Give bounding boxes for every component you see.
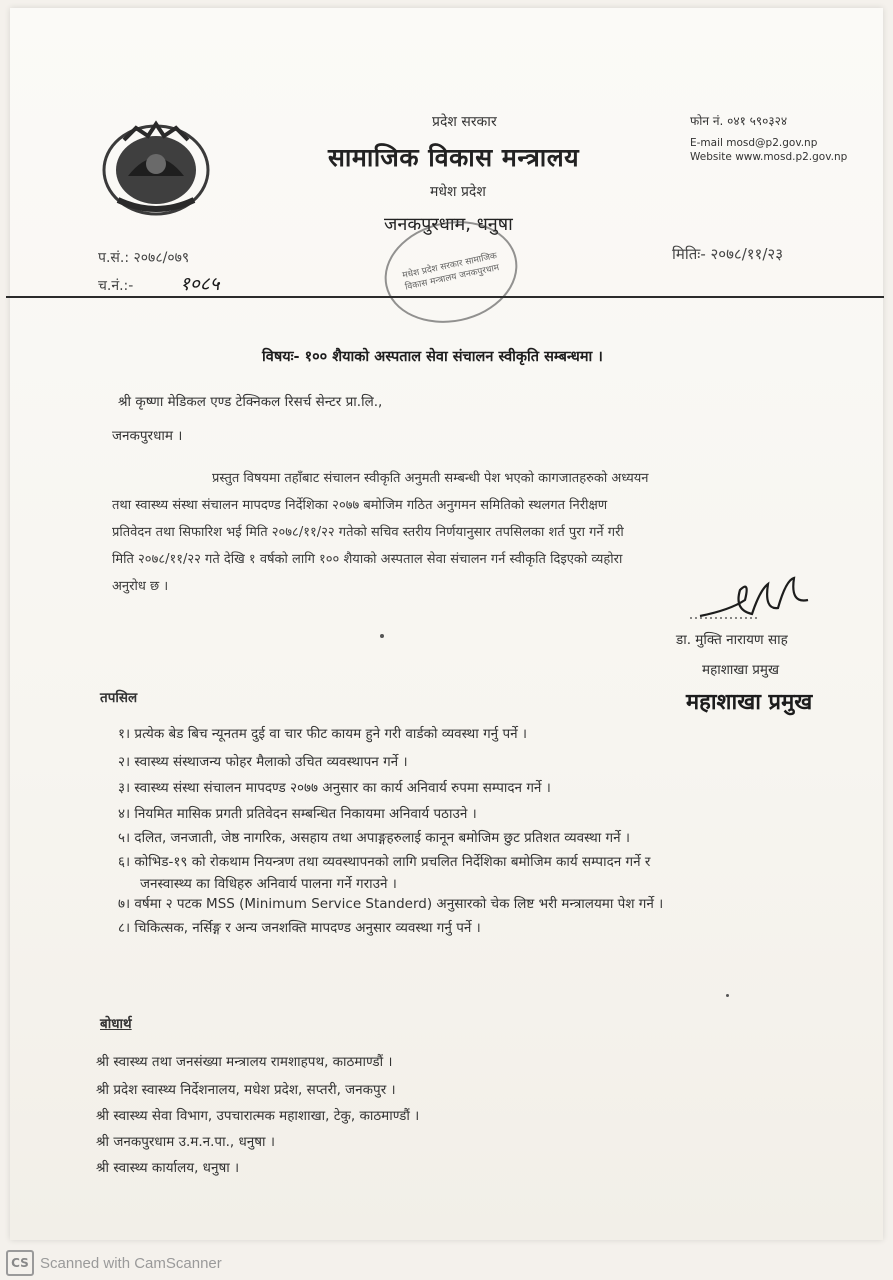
ministry-title: सामाजिक विकास मन्त्रालय [328, 143, 580, 172]
condition-item: ६। कोभिड-१९ को रोकथाम नियन्त्रण तथा व्यवस्थापनको लागि प्रचलित निर्देशिका बमोजिम कार्य सम्पादन गर्ने र [118, 854, 651, 870]
signatory-title: महाशाखा प्रमुख [702, 662, 780, 678]
government-label: प्रदेश सरकार [432, 114, 497, 130]
condition-item: २। स्वास्थ्य संस्थाजन्य फोहर मैलाको उचित व्यवस्थापन गर्ने । [118, 754, 408, 770]
camscanner-logo-icon: CS [6, 1250, 34, 1276]
header-divider [6, 296, 884, 298]
patra-sankhya: प.सं.: २०७८/०७९ [98, 250, 190, 266]
chalani-label: च.नं.:- [98, 278, 134, 294]
body-line: तथा स्वास्थ्य संस्था संचालन मापदण्ड निर्देशिका २०७७ बमोजिम गठित अनुगमन समितिको स्थलगत निरीक्षण [112, 498, 608, 513]
condition-item: ३। स्वास्थ्य संस्था संचालन मापदण्ड २०७७ अनुसार का कार्य अनिवार्य रुपमा सम्पादन गर्ने । [118, 780, 551, 796]
scanner-watermark [0, 1246, 893, 1280]
condition-item: ८। चिकित्सक, नर्सिङ्ग र अन्य जनशक्ति मापदण्ड अनुसार व्यवस्था गर्नु पर्ने । [118, 920, 481, 936]
addressee-place: जनकपुरधाम । [112, 428, 183, 444]
cc-item: श्री स्वास्थ्य तथा जनसंख्या मन्त्रालय रामशाहपथ, काठमाण्डौं । [96, 1054, 393, 1070]
cc-item: श्री स्वास्थ्य कार्यालय, धनुषा । [96, 1160, 240, 1176]
cc-heading: बोधार्थ [100, 1016, 132, 1032]
conditions-heading: तपसिल [100, 690, 138, 706]
body-line: प्रतिवेदन तथा सिफारिश भई मिति २०७८/११/२२ गतेको सचिव स्तरीय निर्णयानुसार तपसिलका शर्त पुरा गर्ने गरी [112, 525, 624, 540]
title-stamp: महाशाखा प्रमुख [686, 690, 813, 715]
signature-scribble [690, 570, 820, 630]
signatory-name: डा. मुक्ति नारायण साह [676, 632, 788, 648]
province-label: मधेश प्रदेश [430, 184, 486, 200]
email-address[interactable]: E-mail mosd@p2.gov.np [690, 137, 818, 149]
condition-item: ७। वर्षमा २ पटक MSS (Minimum Service Standerd) अनुसारको चेक लिष्ट भरी मन्त्रालयमा पेश गर्ने । [118, 896, 664, 912]
condition-item: ५। दलित, जनजाती, जेष्ठ नागरिक, असहाय तथा अपाङ्गहरुलाई कानून बमोजिम छुट प्रतिशत व्यवस्था गर्ने । [118, 830, 631, 846]
condition-item: ४। नियमित मासिक प्रगती प्रतिवेदन सम्बन्धित निकायमा अनिवार्य पठाउने । [118, 806, 477, 822]
stamp-text: मधेश प्रदेश सरकार सामाजिक विकास मन्त्रालय जनकपुरधाम [401, 251, 501, 293]
condition-item: १। प्रत्येक बेड बिच न्यूनतम दुई वा चार फीट कायम हुने गरी वार्डको व्यवस्था गर्नु पर्ने । [118, 726, 528, 742]
cc-item: श्री जनकपुरधाम उ.म.न.पा., धनुषा । [96, 1134, 275, 1150]
condition-item-continued: जनस्वास्थ्य का विधिहरु अनिवार्य पालना गर्ने गराउने । [140, 876, 397, 892]
cc-item: श्री स्वास्थ्य सेवा विभाग, उपचारात्मक महाशाखा, टेकु, काठमाण्डौं । [96, 1108, 420, 1124]
addressee-name: श्री कृष्णा मेडिकल एण्ड टेक्निकल रिसर्च सेन्टर प्रा.लि., [118, 394, 383, 410]
body-line: प्रस्तुत विषयमा तहाँबाट संचालन स्वीकृति अनुमती सम्बन्धी पेश भएको कागजातहरुको अध्ययन [212, 471, 649, 486]
phone-number: फोन नं. ०४१ ५९०३२४ [690, 114, 788, 128]
cc-item: श्री प्रदेश स्वास्थ्य निर्देशनालय, मधेश प्रदेश, सप्तरी, जनकपुर । [96, 1082, 396, 1098]
location-label: जनकपुरधाम, धनुषा [384, 214, 513, 235]
body-line: अनुरोध छ । [112, 579, 169, 594]
speck [726, 994, 729, 997]
letter-date: मितिः- २०७८/११/२३ [672, 245, 784, 263]
website-address[interactable]: Website www.mosd.p2.gov.np [690, 151, 848, 163]
chalani-number: १०८५ [180, 273, 220, 295]
letter-subject: विषयः- १०० शैयाको अस्पताल सेवा संचालन स्वीकृति सम्बन्धमा । [262, 349, 603, 365]
nepal-emblem-icon [98, 118, 214, 218]
scanner-label: Scanned with CamScanner [40, 1254, 222, 1272]
speck [380, 634, 384, 638]
body-line: मिति २०७८/११/२२ गते देखि १ वर्षको लागि १०० शैयाको अस्पताल सेवा संचालन गर्न स्वीकृति दिइएको व्यहोरा [112, 552, 623, 567]
